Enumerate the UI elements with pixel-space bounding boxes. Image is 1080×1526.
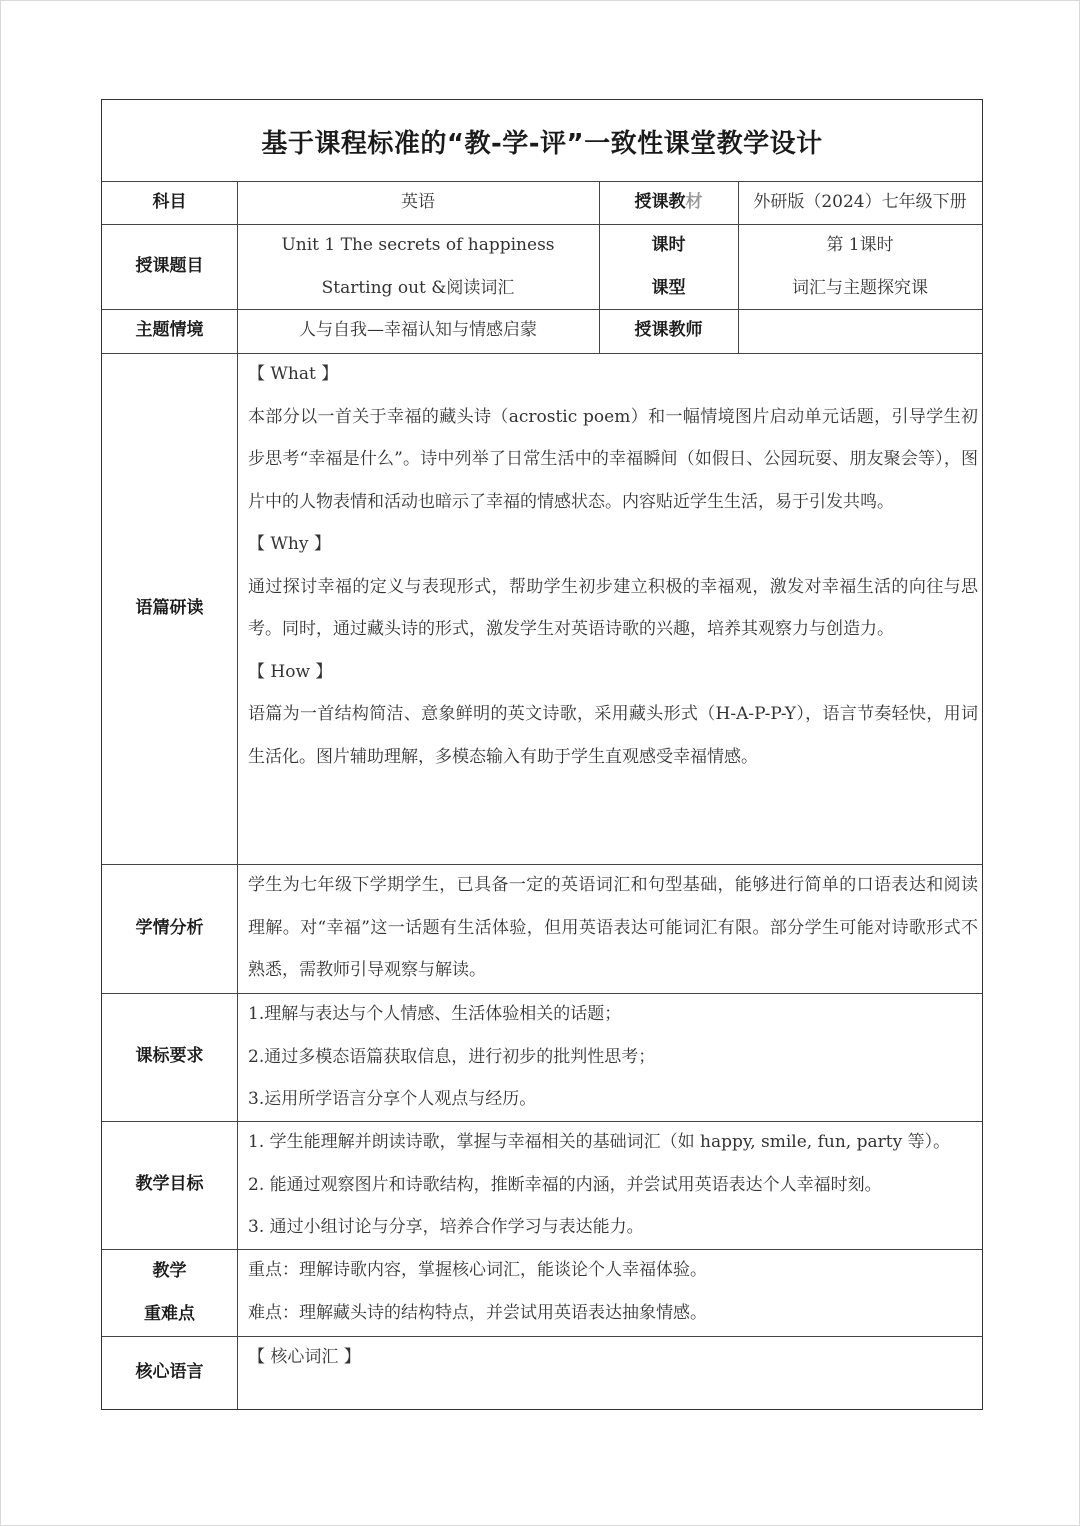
objectives-content [238, 1121, 982, 1249]
topic-label: 授课题目 [135, 255, 204, 276]
subject-value: 英语 [401, 191, 435, 212]
key-points-label-line-2: 重难点 [144, 1303, 195, 1324]
period-value: 第 1课时 [826, 234, 894, 255]
why-body: 通过探讨幸福的定义与表现形式，帮助学生初步建立积极的幸福观，激发对幸福生活的向往与思考。同时，通过藏头诗的形式，激发学生对英语诗歌的兴趣，培养其观察力与创造力。 [248, 576, 978, 639]
objectives-label: 教学目标 [135, 1174, 204, 1195]
textbook-value: 外研版（2024）七年级下册 [753, 191, 967, 212]
core-vocabulary-heading: 【 核心词汇 】 [248, 1347, 361, 1367]
period-label: 课时 [651, 234, 686, 255]
how-body: 语篇为一首结构简洁、意象鲜明的英文诗歌，采用藏头形式（H-A-P-P-Y），语言节奏轻快，用词生活化。图片辅助理解，多模态输入有助于学生直观感受幸福情感。 [248, 704, 978, 767]
objectives-item: 3. 通过小组讨论与分享，培养合作学习与表达能力。 [248, 1217, 644, 1237]
objectives-item: 2. 能通过观察图片和诗歌结构，推断幸福的内涵，并尝试用英语表达个人幸福时刻。 [248, 1174, 882, 1195]
topic-value [237, 224, 599, 309]
period-type-labels [599, 224, 738, 309]
lesson-plan-table [101, 99, 983, 1410]
standards-content [238, 993, 982, 1121]
standards-item: 1.理解与表达与个人情感、生活体验相关的话题； [248, 1004, 622, 1024]
textbook-label-main: 授课教 [634, 191, 686, 212]
key-point: 重点：理解诗歌内容，掌握核心词汇，能谈论个人幸福体验。 [248, 1260, 707, 1280]
why-heading: 【 Why 】 [248, 534, 331, 554]
objectives-item: 1. 学生能理解并朗读诗歌，掌握与幸福相关的基础词汇（如 happy, smile, fun, party 等）。 [248, 1132, 951, 1152]
textbook-label-tail: 材 [685, 191, 703, 212]
context-value: 人与自我—幸福认知与情感启蒙 [299, 320, 537, 341]
standards-item: 3.运用所学语言分享个人观点与经历。 [248, 1089, 537, 1109]
type-value: 词汇与主题探究课 [792, 277, 928, 298]
topic-line-1: Unit 1 The secrets of happiness [281, 234, 555, 255]
core-language-label: 核心语言 [135, 1361, 204, 1382]
learner-analysis-body: 学生为七年级下学期学生，已具备一定的英语词汇和句型基础，能够进行简单的口语表达和阅读理解。对“幸福”这一话题有生活体验，但用英语表达可能词汇有限。部分学生可能对诗歌形式不熟悉，需教师引导观察与解读。 [248, 875, 978, 980]
core-language-content [238, 1336, 982, 1409]
text-study-label: 语篇研读 [135, 597, 204, 618]
document-title: 基于课程标准的“教-学-评”一致性课堂教学设计 [261, 128, 823, 159]
period-type-values [738, 224, 982, 309]
what-body: 本部分以一首关于幸福的藏头诗（acrostic poem）和一幅情境图片启动单元话题，引导学生初步思考“幸福是什么”。诗中列举了日常生活中的幸福瞬间（如假日、公园玩耍、朋友聚会等），图片中的人物表情和活动也暗示了幸福的情感状态。内容贴近学生生活，易于引发共鸣。 [248, 406, 978, 512]
learner-analysis-label: 学情分析 [135, 917, 204, 938]
key-points-label [102, 1249, 237, 1336]
learner-analysis-content [238, 864, 982, 993]
teacher-value [738, 309, 982, 353]
teacher-label: 授课教师 [634, 320, 703, 341]
topic-line-2: Starting out &阅读词汇 [321, 277, 515, 298]
context-label: 主题情境 [135, 320, 204, 341]
standards-label: 课标要求 [135, 1046, 204, 1067]
difficult-point: 难点：理解藏头诗的结构特点，并尝试用英语表达抽象情感。 [248, 1302, 707, 1323]
how-heading: 【 How 】 [248, 661, 333, 682]
text-study-content [238, 353, 982, 864]
subject-label: 科目 [152, 191, 187, 212]
key-points-label-line-1: 教学 [152, 1260, 187, 1281]
textbook-label [599, 181, 738, 224]
key-points-content [238, 1249, 982, 1336]
type-label: 课型 [651, 277, 686, 298]
standards-item: 2.通过多模态语篇获取信息，进行初步的批判性思考； [248, 1046, 656, 1067]
what-heading: 【 What 】 [248, 364, 339, 384]
